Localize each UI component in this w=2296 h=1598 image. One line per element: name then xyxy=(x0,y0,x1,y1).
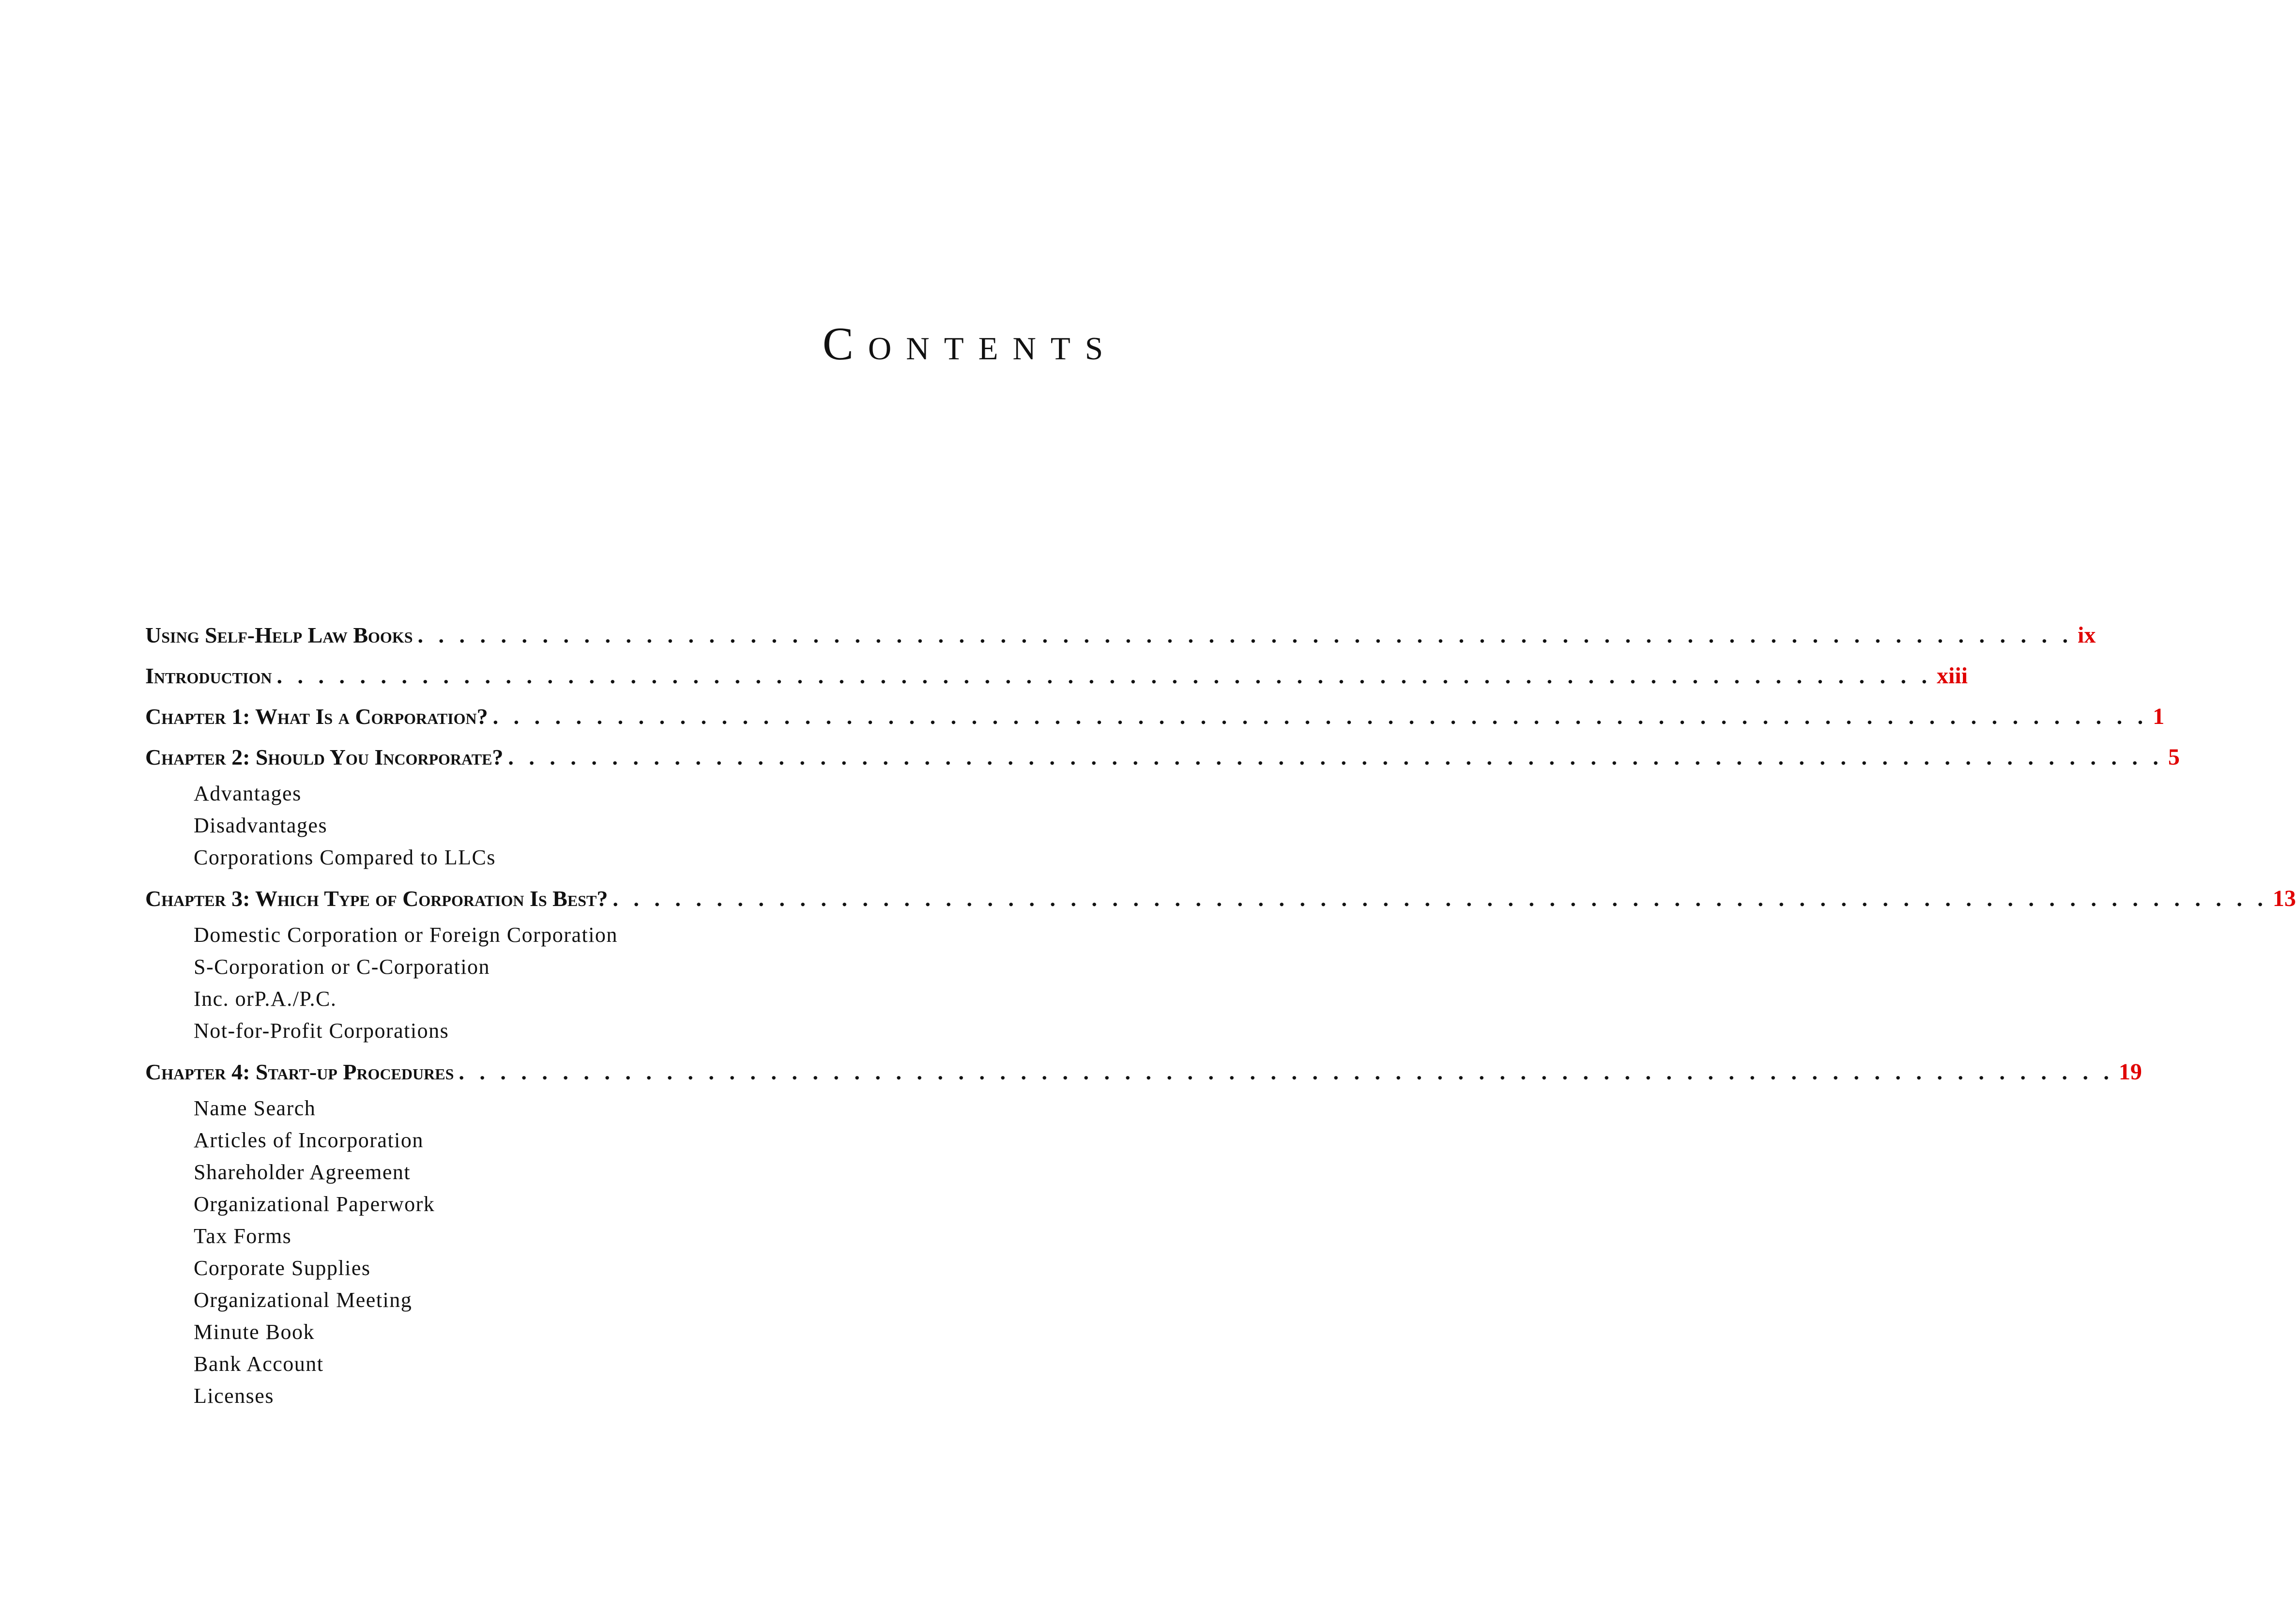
toc-entry-chapter-3[interactable] xyxy=(145,878,2296,1047)
table-of-contents xyxy=(145,615,2296,1417)
toc-subsection[interactable]: Bank Account xyxy=(194,1352,324,1376)
toc-entry-title: Using Self-Help Law Books xyxy=(145,623,413,647)
toc-subsection[interactable]: Corporate Supplies xyxy=(194,1256,371,1280)
toc-page-number: 19 xyxy=(2118,1059,2142,1085)
toc-entry-title: Chapter 3: Which Type of Corporation Is Best? xyxy=(145,886,608,911)
toc-entry-title: Chapter 2: Should You Incorporate? xyxy=(145,745,504,769)
toc-page-number: xiii xyxy=(1936,663,1968,689)
toc-page-number: 5 xyxy=(2168,744,2180,770)
toc-subsection[interactable]: Minute Book xyxy=(194,1320,315,1344)
toc-subsection[interactable]: Shareholder Agreement xyxy=(194,1160,411,1184)
dot-leader: . . . . . . . . . . . . . . . . . . . . . . . . . . . . . . . . . . . . . . . . . . . . . . . . . . . . . . . . . . . . . . . . . . . . . . . . . . . . . . . . xyxy=(492,704,2148,729)
toc-page-number: 1 xyxy=(2153,704,2165,729)
page-title: Contents xyxy=(822,318,1117,370)
toc-entry-using-self-help[interactable] xyxy=(145,615,2096,656)
toc-subsection[interactable]: Corporations Compared to LLCs xyxy=(194,845,496,869)
toc-subsection[interactable]: Organizational Meeting xyxy=(194,1288,413,1312)
toc-page-number: 13 xyxy=(2272,886,2296,911)
toc-subsection[interactable]: Advantages xyxy=(194,782,302,805)
dot-leader: . . . . . . . . . . . . . . . . . . . . . . . . . . . . . . . . . . . . . . . . . . . . . . . . . . . . . . . . . . . . . . . . . . . . . . . . . . . . . . . . xyxy=(459,1060,2114,1084)
toc-subsection[interactable]: Tax Forms xyxy=(194,1224,292,1248)
subsection-list xyxy=(145,778,1099,874)
toc-entry-chapter-4[interactable] xyxy=(145,1052,2142,1412)
toc-subsection[interactable]: Organizational Paperwork xyxy=(194,1192,435,1216)
toc-entry-chapter-1[interactable] xyxy=(145,696,2165,737)
toc-subsection[interactable]: Licenses xyxy=(194,1384,274,1408)
toc-entry-title: Chapter 1: What Is a Corporation? xyxy=(145,704,488,729)
subsection-list xyxy=(145,919,1099,1047)
toc-subsection[interactable]: Disadvantages xyxy=(194,814,328,837)
toc-subsection[interactable]: Not-for-Profit Corporations xyxy=(194,1019,449,1043)
dot-leader: . . . . . . . . . . . . . . . . . . . . . . . . . . . . . . . . . . . . . . . . . . . . . . . . . . . . . . . . . . . . . . . . . . . . . . . . . . . . . . . . xyxy=(276,663,1932,688)
dot-leader: . . . . . . . . . . . . . . . . . . . . . . . . . . . . . . . . . . . . . . . . . . . . . . . . . . . . . . . . . . . . . . . . . . . . . . . . . . . . . . . . xyxy=(417,623,2073,647)
toc-subsection[interactable]: Inc. orP.A./P.C. xyxy=(194,987,337,1011)
toc-subsection[interactable]: Domestic Corporation or Foreign Corporation xyxy=(194,923,618,947)
toc-subsection[interactable]: S-Corporation or C-Corporation xyxy=(194,955,490,979)
toc-entry-introduction[interactable] xyxy=(145,656,1968,696)
dot-leader: . . . . . . . . . . . . . . . . . . . . . . . . . . . . . . . . . . . . . . . . . . . . . . . . . . . . . . . . . . . . . . . . . . . . . . . . . . . . . . . . xyxy=(612,886,2268,911)
toc-entry-title: Introduction xyxy=(145,663,272,688)
subsection-list xyxy=(145,1092,1099,1412)
toc-subsection[interactable]: Name Search xyxy=(194,1096,316,1120)
toc-entry-chapter-2[interactable] xyxy=(145,737,2180,874)
toc-subsection[interactable]: Articles of Incorporation xyxy=(194,1128,424,1152)
toc-page-number: ix xyxy=(2078,622,2096,648)
toc-entry-title: Chapter 4: Start-up Procedures xyxy=(145,1060,454,1084)
dot-leader: . . . . . . . . . . . . . . . . . . . . . . . . . . . . . . . . . . . . . . . . . . . . . . . . . . . . . . . . . . . . . . . . . . . . . . . . . . . . . . . . xyxy=(508,745,2163,769)
